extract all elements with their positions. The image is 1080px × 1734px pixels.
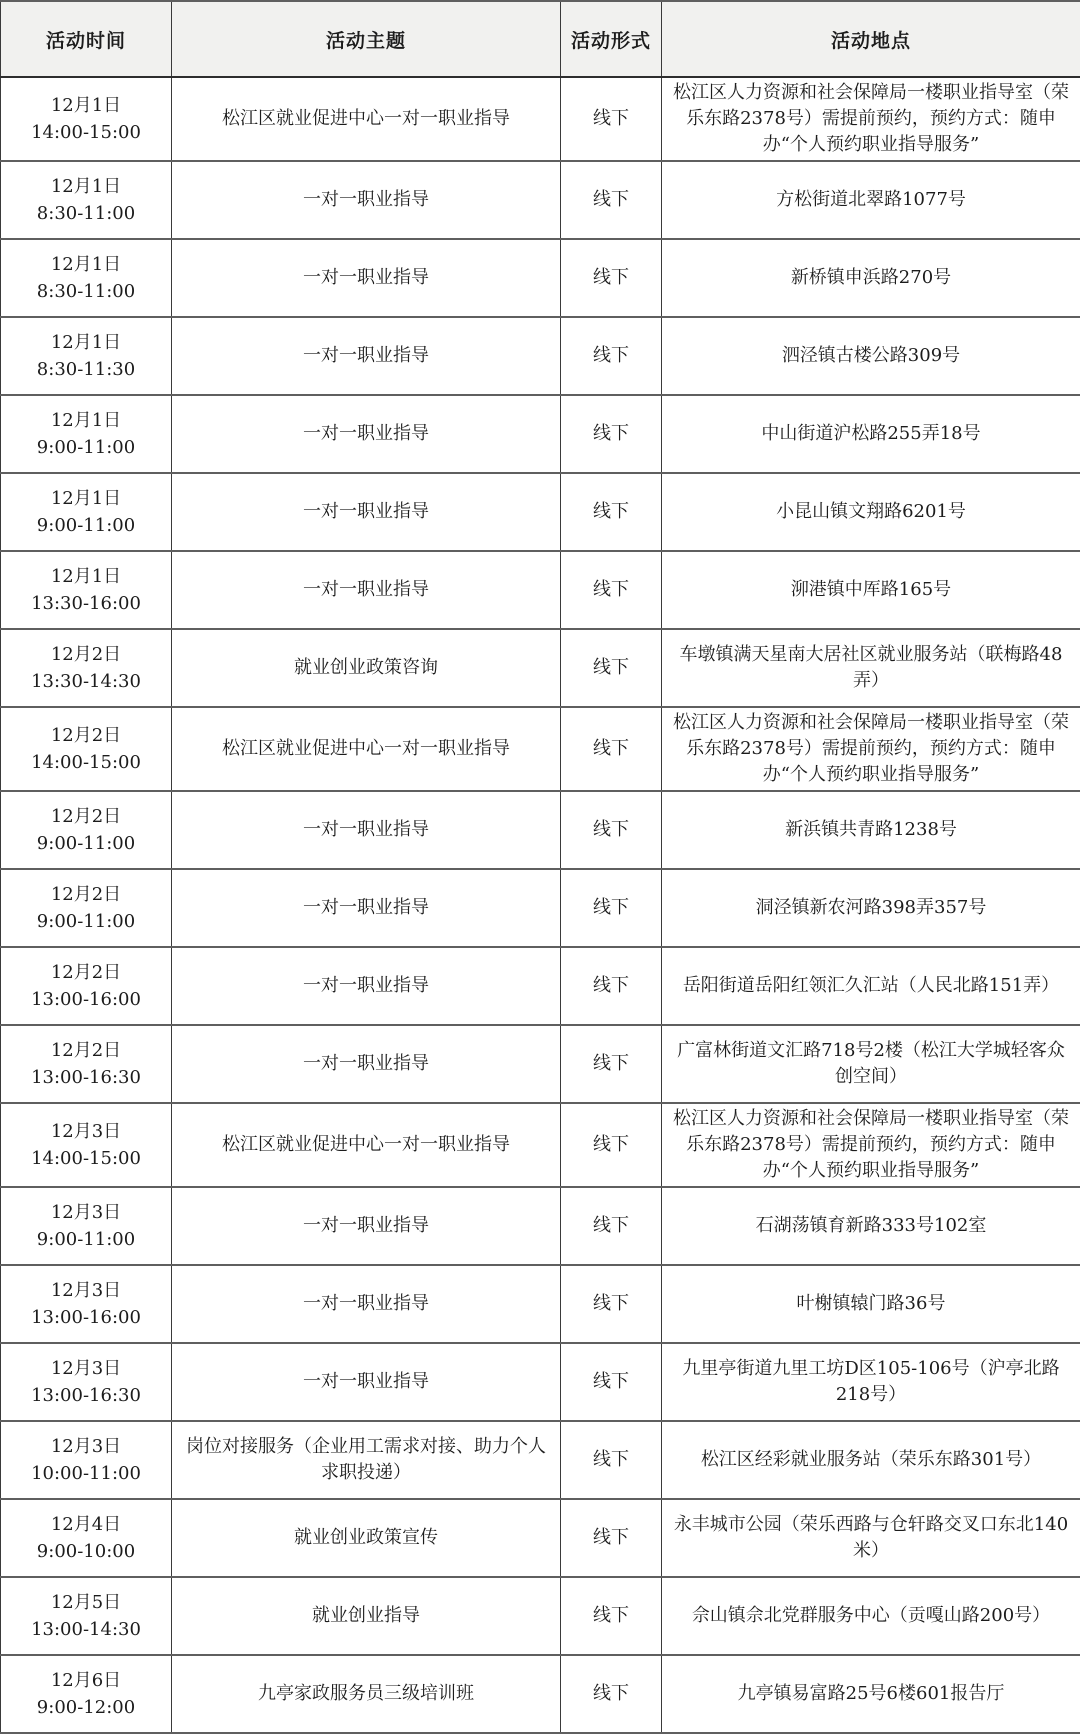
cell-activity-theme: 一对一职业指导 xyxy=(172,551,561,629)
table-row xyxy=(1,551,1080,629)
cell-activity-time xyxy=(1,1187,172,1265)
cell-activity-time xyxy=(1,1103,172,1187)
activity-date: 12月1日 xyxy=(11,251,161,278)
column-header-1: 活动主题 xyxy=(172,1,561,77)
table-row xyxy=(1,1025,1080,1103)
cell-activity-time xyxy=(1,791,172,869)
cell-activity-time xyxy=(1,551,172,629)
cell-activity-theme: 岗位对接服务（企业用工需求对接、助力个人求职投递） xyxy=(172,1421,561,1499)
activity-date: 12月2日 xyxy=(11,959,161,986)
table-row xyxy=(1,1499,1080,1577)
activity-date: 12月3日 xyxy=(11,1277,161,1304)
cell-activity-location: 泖港镇中厍路165号 xyxy=(662,551,1080,629)
cell-activity-format: 线下 xyxy=(561,707,662,791)
cell-activity-theme: 九亭家政服务员三级培训班 xyxy=(172,1655,561,1733)
cell-activity-location: 九里亭街道九里工坊D区105-106号（沪亭北路218号） xyxy=(662,1343,1080,1421)
table-row xyxy=(1,395,1080,473)
activity-time-range: 14:00-15:00 xyxy=(11,749,161,776)
cell-activity-location: 永丰城市公园（荣乐西路与仓轩路交叉口东北140米） xyxy=(662,1499,1080,1577)
activity-time-range: 13:00-14:30 xyxy=(11,1616,161,1643)
activity-time-range: 9:00-11:00 xyxy=(11,830,161,857)
activity-date: 12月1日 xyxy=(11,173,161,200)
cell-activity-time xyxy=(1,161,172,239)
activity-time-range: 13:00-16:00 xyxy=(11,986,161,1013)
cell-activity-location: 车墩镇满天星南大居社区就业服务站（联梅路48弄） xyxy=(662,629,1080,707)
cell-activity-time xyxy=(1,473,172,551)
column-header-3: 活动地点 xyxy=(662,1,1080,77)
activity-date: 12月3日 xyxy=(11,1433,161,1460)
activity-time-range: 8:30-11:00 xyxy=(11,278,161,305)
cell-activity-time xyxy=(1,317,172,395)
activity-time-range: 9:00-11:00 xyxy=(11,434,161,461)
cell-activity-time xyxy=(1,77,172,161)
cell-activity-location: 叶榭镇辕门路36号 xyxy=(662,1265,1080,1343)
activity-time-range: 9:00-11:00 xyxy=(11,512,161,539)
cell-activity-format: 线下 xyxy=(561,473,662,551)
activity-date: 12月1日 xyxy=(11,563,161,590)
cell-activity-time xyxy=(1,1025,172,1103)
cell-activity-location: 松江区经彩就业服务站（荣乐东路301号） xyxy=(662,1421,1080,1499)
activity-time-range: 8:30-11:00 xyxy=(11,200,161,227)
activity-date: 12月1日 xyxy=(11,485,161,512)
cell-activity-location: 新桥镇申浜路270号 xyxy=(662,239,1080,317)
cell-activity-location: 新浜镇共青路1238号 xyxy=(662,791,1080,869)
cell-activity-theme: 一对一职业指导 xyxy=(172,1025,561,1103)
cell-activity-time xyxy=(1,239,172,317)
cell-activity-time xyxy=(1,1655,172,1733)
activity-time-range: 14:00-15:00 xyxy=(11,1145,161,1172)
table-row xyxy=(1,473,1080,551)
activity-time-range: 13:00-16:30 xyxy=(11,1382,161,1409)
cell-activity-location: 泗泾镇古楼公路309号 xyxy=(662,317,1080,395)
cell-activity-format: 线下 xyxy=(561,1343,662,1421)
activity-date: 12月3日 xyxy=(11,1118,161,1145)
table-row xyxy=(1,1265,1080,1343)
cell-activity-format: 线下 xyxy=(561,1103,662,1187)
activity-date: 12月4日 xyxy=(11,1511,161,1538)
cell-activity-time xyxy=(1,1421,172,1499)
cell-activity-time xyxy=(1,1499,172,1577)
cell-activity-location: 岳阳街道岳阳红领汇久汇站（人民北路151弄） xyxy=(662,947,1080,1025)
column-header-0: 活动时间 xyxy=(1,1,172,77)
activity-date: 12月2日 xyxy=(11,881,161,908)
activity-time-range: 10:00-11:00 xyxy=(11,1460,161,1487)
activity-date: 12月5日 xyxy=(11,1589,161,1616)
cell-activity-theme: 一对一职业指导 xyxy=(172,869,561,947)
table-row xyxy=(1,791,1080,869)
cell-activity-location: 中山街道沪松路255弄18号 xyxy=(662,395,1080,473)
cell-activity-format: 线下 xyxy=(561,551,662,629)
activity-date: 12月1日 xyxy=(11,407,161,434)
cell-activity-format: 线下 xyxy=(561,1655,662,1733)
cell-activity-format: 线下 xyxy=(561,1265,662,1343)
table-row xyxy=(1,317,1080,395)
cell-activity-time xyxy=(1,395,172,473)
activity-date: 12月2日 xyxy=(11,722,161,749)
cell-activity-format: 线下 xyxy=(561,791,662,869)
cell-activity-format: 线下 xyxy=(561,869,662,947)
activity-time-range: 13:30-16:00 xyxy=(11,590,161,617)
cell-activity-theme: 松江区就业促进中心一对一职业指导 xyxy=(172,1103,561,1187)
cell-activity-format: 线下 xyxy=(561,1421,662,1499)
activity-time-range: 9:00-11:00 xyxy=(11,908,161,935)
cell-activity-time xyxy=(1,629,172,707)
cell-activity-location: 洞泾镇新农河路398弄357号 xyxy=(662,869,1080,947)
cell-activity-format: 线下 xyxy=(561,1025,662,1103)
cell-activity-theme: 一对一职业指导 xyxy=(172,947,561,1025)
cell-activity-theme: 就业创业指导 xyxy=(172,1577,561,1655)
activity-date: 12月3日 xyxy=(11,1199,161,1226)
cell-activity-location: 方松街道北翠路1077号 xyxy=(662,161,1080,239)
cell-activity-format: 线下 xyxy=(561,1187,662,1265)
activity-time-range: 9:00-12:00 xyxy=(11,1694,161,1721)
activity-time-range: 13:00-16:30 xyxy=(11,1064,161,1091)
activity-time-range: 13:30-14:30 xyxy=(11,668,161,695)
cell-activity-theme: 就业创业政策宣传 xyxy=(172,1499,561,1577)
cell-activity-location: 小昆山镇文翔路6201号 xyxy=(662,473,1080,551)
cell-activity-format: 线下 xyxy=(561,161,662,239)
activity-date: 12月3日 xyxy=(11,1355,161,1382)
activity-date: 12月6日 xyxy=(11,1667,161,1694)
cell-activity-theme: 松江区就业促进中心一对一职业指导 xyxy=(172,707,561,791)
table-row xyxy=(1,1577,1080,1655)
cell-activity-theme: 一对一职业指导 xyxy=(172,395,561,473)
activity-date: 12月2日 xyxy=(11,1037,161,1064)
table-row xyxy=(1,1187,1080,1265)
table-row xyxy=(1,77,1080,161)
activity-time-range: 9:00-10:00 xyxy=(11,1538,161,1565)
column-header-2: 活动形式 xyxy=(561,1,662,77)
cell-activity-theme: 就业创业政策咨询 xyxy=(172,629,561,707)
cell-activity-time xyxy=(1,1265,172,1343)
activity-date: 12月2日 xyxy=(11,641,161,668)
cell-activity-theme: 一对一职业指导 xyxy=(172,791,561,869)
cell-activity-location: 松江区人力资源和社会保障局一楼职业指导室（荣乐东路2378号）需提前预约，预约方式：随申办“个人预约职业指导服务” xyxy=(662,707,1080,791)
table-row xyxy=(1,707,1080,791)
cell-activity-format: 线下 xyxy=(561,395,662,473)
activity-date: 12月1日 xyxy=(11,329,161,356)
table-row xyxy=(1,1655,1080,1733)
cell-activity-theme: 一对一职业指导 xyxy=(172,1265,561,1343)
table-row xyxy=(1,1421,1080,1499)
table-row xyxy=(1,629,1080,707)
cell-activity-location: 广富林街道文汇路718号2楼（松江大学城轻客众创空间） xyxy=(662,1025,1080,1103)
cell-activity-location: 石湖荡镇育新路333号102室 xyxy=(662,1187,1080,1265)
cell-activity-location: 九亭镇易富路25号6楼601报告厅 xyxy=(662,1655,1080,1733)
cell-activity-location: 松江区人力资源和社会保障局一楼职业指导室（荣乐东路2378号）需提前预约，预约方式：随申办“个人预约职业指导服务” xyxy=(662,1103,1080,1187)
cell-activity-format: 线下 xyxy=(561,77,662,161)
cell-activity-format: 线下 xyxy=(561,629,662,707)
cell-activity-format: 线下 xyxy=(561,317,662,395)
activity-date: 12月1日 xyxy=(11,92,161,119)
cell-activity-format: 线下 xyxy=(561,239,662,317)
cell-activity-theme: 一对一职业指导 xyxy=(172,1343,561,1421)
cell-activity-theme: 一对一职业指导 xyxy=(172,1187,561,1265)
table-row xyxy=(1,161,1080,239)
cell-activity-time xyxy=(1,707,172,791)
cell-activity-time xyxy=(1,947,172,1025)
cell-activity-format: 线下 xyxy=(561,947,662,1025)
cell-activity-theme: 松江区就业促进中心一对一职业指导 xyxy=(172,77,561,161)
cell-activity-theme: 一对一职业指导 xyxy=(172,239,561,317)
cell-activity-time xyxy=(1,869,172,947)
activity-time-range: 14:00-15:00 xyxy=(11,119,161,146)
table-row xyxy=(1,1103,1080,1187)
activity-time-range: 8:30-11:30 xyxy=(11,356,161,383)
table-row xyxy=(1,947,1080,1025)
activity-time-range: 9:00-11:00 xyxy=(11,1226,161,1253)
cell-activity-time xyxy=(1,1577,172,1655)
cell-activity-time xyxy=(1,1343,172,1421)
cell-activity-theme: 一对一职业指导 xyxy=(172,317,561,395)
cell-activity-format: 线下 xyxy=(561,1577,662,1655)
table-row xyxy=(1,1343,1080,1421)
cell-activity-location: 松江区人力资源和社会保障局一楼职业指导室（荣乐东路2378号）需提前预约，预约方式：随申办“个人预约职业指导服务” xyxy=(662,77,1080,161)
cell-activity-location: 佘山镇佘北党群服务中心（贡嘎山路200号） xyxy=(662,1577,1080,1655)
activity-time-range: 13:00-16:00 xyxy=(11,1304,161,1331)
cell-activity-theme: 一对一职业指导 xyxy=(172,161,561,239)
activity-date: 12月2日 xyxy=(11,803,161,830)
cell-activity-theme: 一对一职业指导 xyxy=(172,473,561,551)
table-body xyxy=(1,77,1080,1733)
table-row xyxy=(1,239,1080,317)
cell-activity-format: 线下 xyxy=(561,1499,662,1577)
header-row xyxy=(1,1,1080,77)
table-row xyxy=(1,869,1080,947)
